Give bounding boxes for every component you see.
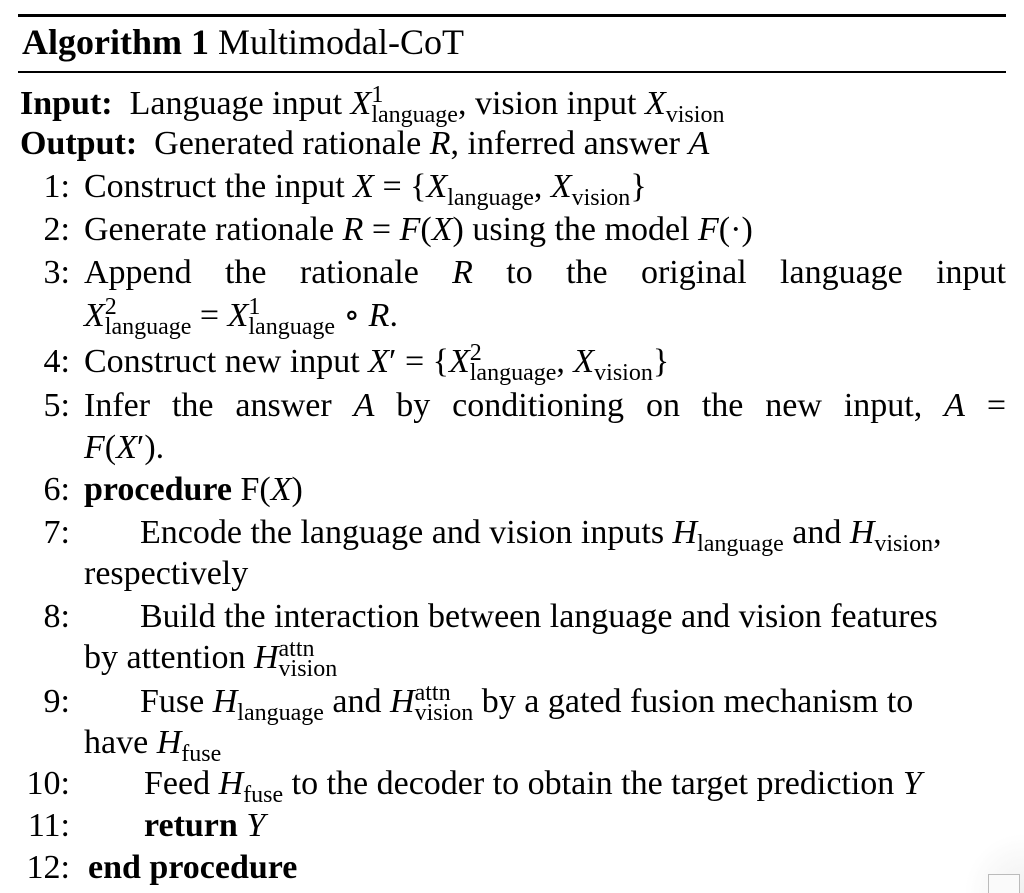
step-text: by attention: [84, 639, 246, 676]
step-text: Feed: [144, 765, 211, 802]
math-symbol: F: [399, 211, 421, 248]
math-symbol: X: [368, 343, 390, 380]
step-text: Encode the language and vision inputs: [140, 514, 665, 551]
output-line: [20, 124, 709, 164]
math-sub: language: [371, 102, 458, 128]
step-8-continuation: [84, 636, 338, 682]
math-sup: attn: [278, 636, 315, 662]
step-text: Construct the input: [84, 168, 345, 205]
output-text: Generated rationale: [154, 125, 422, 162]
step-text: Fuse: [140, 683, 205, 720]
input-label: Input:: [20, 85, 113, 122]
algorithm-label: Algorithm 1: [22, 22, 209, 62]
step-text: Infer the answer: [84, 387, 332, 424]
step-5-text: [84, 386, 1006, 426]
step-9-text: [140, 682, 913, 733]
step-3-text: [84, 253, 1006, 293]
math-scripts: [278, 636, 338, 682]
step-6-text: procedure F(X): [84, 471, 303, 508]
math-sub: vision: [414, 700, 474, 726]
step-3-continuation: X 2 language = X 1 language ∘ R.: [84, 294, 398, 340]
math-symbol: H: [390, 683, 415, 720]
step-7-text: Encode the language and vision inputs $H_{language}$ and $H_{vision}$,: [140, 514, 942, 557]
step-text: using the model: [472, 211, 690, 248]
math-symbol: A: [688, 125, 710, 162]
math-symbol: A: [353, 387, 375, 424]
math-scripts: [414, 680, 474, 726]
math-scripts: [248, 294, 335, 340]
step-text: by a gated fusion mechanism to: [481, 683, 914, 720]
step-4-text: Construct new input X′ = {X 2 language, $X_{vision}$}: [84, 340, 670, 386]
math-sup: 2: [104, 294, 117, 320]
math-symbol: H: [672, 514, 698, 551]
step-text: to the decoder to obtain the target prediction: [291, 765, 895, 802]
step-text: respectively: [84, 555, 249, 592]
math-sub: language: [697, 531, 784, 557]
math-symbol: A: [944, 387, 965, 424]
step-number: 11:: [27, 807, 70, 844]
math-symbol: X: [431, 211, 453, 248]
math-symbol: R: [452, 254, 473, 291]
step-text: to the original language input: [506, 254, 1006, 291]
math-sup: 1: [248, 294, 261, 320]
output-text: , inferred answer: [450, 125, 680, 162]
step-number: 8:: [43, 598, 70, 635]
step-text: F(: [240, 471, 271, 508]
math-sub: vision: [665, 102, 725, 128]
math-symbol: R: [429, 125, 451, 162]
math-sub: fuse: [243, 782, 284, 808]
math-symbol: H: [253, 639, 279, 676]
step-number: 9:: [43, 683, 70, 720]
end-procedure-keyword: end procedure: [88, 849, 298, 886]
math-sub: language: [104, 314, 192, 340]
math-sub: vision: [571, 185, 631, 211]
step-2-text: Generate rationale R = F(X) using the model F(·): [84, 211, 753, 248]
step-text: by conditioning on the new input,: [396, 387, 923, 424]
return-keyword: return: [144, 807, 238, 844]
input-text: Language input: [129, 85, 343, 122]
step-text: Generate rationale: [84, 211, 335, 248]
math-symbol: R: [342, 211, 364, 248]
math-scripts: [104, 294, 192, 340]
step-text: and: [792, 514, 842, 551]
math-symbol: X: [644, 85, 666, 122]
math-symbol: R: [368, 297, 390, 334]
math-sup: 1: [371, 82, 384, 108]
math-symbol: X: [350, 85, 372, 122]
math-symbol: X: [84, 297, 105, 334]
step-number: 7:: [43, 514, 70, 551]
step-text: Append the rationale: [84, 254, 419, 291]
output-label: Output:: [20, 125, 138, 162]
math-symbol: H: [849, 514, 875, 551]
title-rule: [18, 71, 1006, 73]
math-symbol: X: [353, 168, 374, 205]
algorithm-name: Multimodal-CoT: [217, 22, 464, 62]
step-number: 5:: [43, 387, 70, 424]
step-number: 2:: [43, 211, 70, 248]
step-number: 10:: [26, 765, 70, 802]
math-sub: language: [237, 700, 324, 726]
step-5-line: Infer the answer A by conditioning on the new input, A =: [84, 387, 1006, 424]
math-sub: language: [248, 314, 335, 340]
math-symbol: X: [227, 297, 249, 334]
math-symbol: H: [218, 765, 244, 802]
step-8-text: [140, 597, 938, 637]
step-number: 12:: [26, 849, 70, 886]
step-text: and: [332, 683, 382, 720]
step-3-line: [84, 253, 1006, 293]
math-symbol: X: [448, 343, 470, 380]
algorithm-title: [22, 20, 464, 64]
input-text: , vision input: [457, 85, 637, 122]
step-text: Build the interaction between language and vision features: [140, 598, 938, 635]
step-number: 3:: [43, 254, 70, 291]
math-symbol: X: [573, 343, 595, 380]
corner-thumbnail: [988, 874, 1020, 893]
math-symbol: X: [270, 471, 292, 508]
math-symbol: Y: [246, 807, 266, 844]
math-symbol: F: [698, 211, 719, 248]
math-sub: language: [447, 185, 534, 211]
math-scripts: [469, 340, 557, 386]
procedure-keyword: procedure: [84, 471, 232, 508]
math-symbol: F: [84, 429, 105, 466]
math-sub: vision: [594, 360, 653, 386]
math-sup: 2: [469, 340, 482, 366]
math-sub: vision: [874, 531, 934, 557]
step-12-text: [88, 848, 297, 888]
step-number: 1:: [43, 168, 70, 205]
math-sub: language: [469, 360, 557, 386]
math-symbol: H: [212, 683, 238, 720]
step-7-continuation: [84, 554, 248, 594]
math-sub: fuse: [181, 741, 222, 767]
step-11-text: [144, 806, 265, 846]
math-symbol: X: [116, 429, 137, 466]
step-text: have: [84, 724, 149, 761]
math-symbol: Y: [902, 765, 922, 802]
math-sub: vision: [278, 656, 338, 682]
math-symbol: X: [550, 168, 572, 205]
step-text: Construct new input: [84, 343, 360, 380]
step-1-text: Construct the input $X = \{X_{language}$, $X_{vision}$}: [84, 168, 647, 211]
math-symbol: X: [426, 168, 448, 205]
top-rule: [18, 14, 1006, 17]
math-scripts: [371, 82, 458, 128]
math-sup: attn: [414, 680, 451, 706]
step-5-continuation: F(X′).: [84, 429, 165, 466]
step-number: 4:: [43, 343, 70, 380]
math-symbol: H: [156, 724, 182, 761]
step-number: 6:: [43, 471, 70, 508]
